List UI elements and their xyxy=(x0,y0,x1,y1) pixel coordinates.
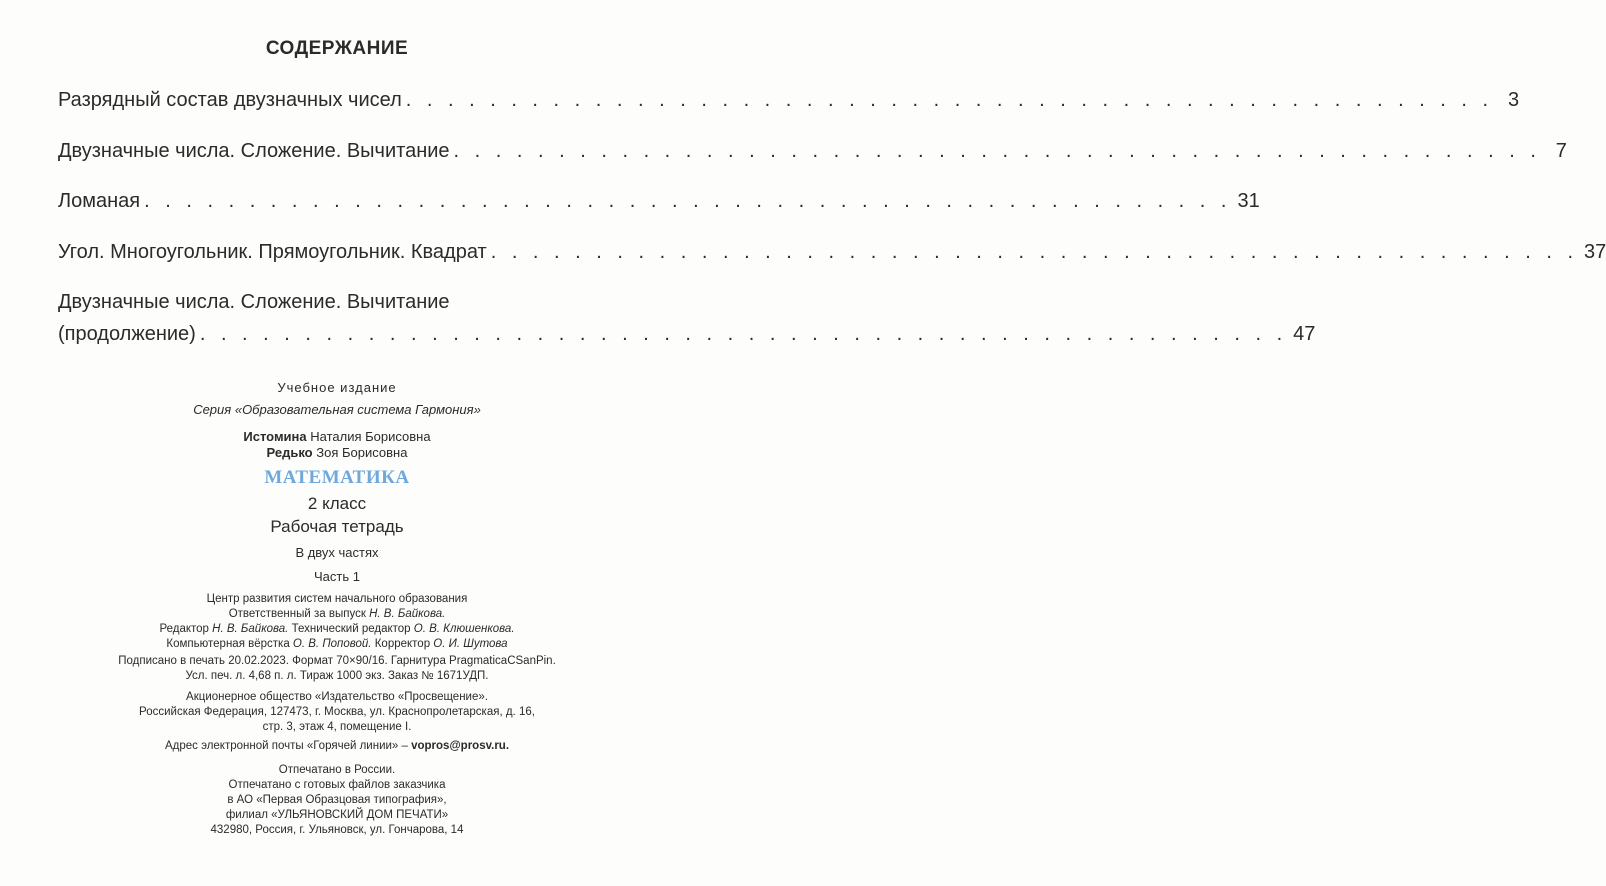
toc-entry-page: 47 xyxy=(1293,323,1316,345)
toc-leader-dots: . . . . . . . . . . . . . . . . . . . . . . . . . . . . . . . . . . . . . . . . . . . . . . . . . . . . xyxy=(405,89,1494,111)
toc-entry-page: 7 xyxy=(1555,140,1567,162)
toc-leader-dots: . . . . . . . . . . . . . . . . . . . . . . . . . . . . . . . . . . . . . . . . . . . . . . . . . . . . xyxy=(453,140,1541,162)
toc-entry xyxy=(58,185,1260,217)
printer-line: в АО «Первая Образцовая типография», xyxy=(227,794,447,806)
layout-line: Компьютерная вёрстка О. В. Поповой. Корректор О. И. Шутова xyxy=(166,638,508,650)
author-surname: Редько xyxy=(266,445,313,460)
printer-line: филиал «УЛЬЯНОВСКИЙ ДОМ ПЕЧАТИ» xyxy=(225,809,449,821)
author-line xyxy=(0,429,674,444)
printer-line: 432980, Россия, г. Ульяновск, ул. Гончарова, 14 xyxy=(210,824,464,836)
book-grade: 2 класс xyxy=(307,494,367,513)
editors-line: Редактор Н. В. Байкова. Технический редактор О. В. Клюшенкова. xyxy=(159,623,515,635)
author-name: Зоя Борисовна xyxy=(316,445,408,460)
company-line: стр. 3, этаж 4, помещение I. xyxy=(262,721,412,733)
toc-leader-dots: . . . . . . . . . . . . . . . . . . . . . . . . . . . . . . . . . . . . . . . . . . . . . . . . . . . . xyxy=(199,323,1288,345)
toc-entry xyxy=(58,286,1316,350)
publisher-center: Центр развития систем начального образования xyxy=(206,593,468,605)
author-line xyxy=(0,445,674,460)
responsible-line: Ответственный за выпуск Н. В. Байкова. xyxy=(228,608,446,620)
toc-title: СОДЕРЖАНИЕ xyxy=(265,38,409,59)
company-line: Российская Федерация, 127473, г. Москва, ул. Краснопролетарская, д. 16, xyxy=(139,706,535,718)
edition-type: Учебное издание xyxy=(277,380,397,395)
print-line: Подписано в печать 20.02.2023. Формат 70×90/16. Гарнитура PragmaticaCSanPin. xyxy=(118,655,556,667)
toc-entry-page: 3 xyxy=(1507,89,1520,111)
print-info-block xyxy=(0,654,674,684)
printer-block xyxy=(0,778,674,838)
author-name: Наталия Борисовна xyxy=(310,429,431,444)
printer-line: Отпечатано с готовых файлов заказчика xyxy=(228,779,446,791)
email-line: Адрес электронной почты «Горячей линии» – vopros@prosv.ru. xyxy=(164,740,510,752)
book-type: Рабочая тетрадь xyxy=(270,517,404,536)
toc-entry-title: Ломаная xyxy=(58,190,141,212)
email-address: vopros@prosv.ru. xyxy=(411,740,510,752)
toc-entry-title: Двузначные числа. Сложение. Вычитание xyxy=(58,140,450,162)
series-line xyxy=(0,402,674,417)
toc-entry xyxy=(58,236,1606,268)
author-surname: Истомина xyxy=(243,429,307,444)
toc-entry xyxy=(58,135,1567,167)
toc-entry-title: Разрядный состав двузначных чисел xyxy=(58,89,402,111)
toc-entry-title: Угол. Многоугольник. Прямоугольник. Квадрат xyxy=(58,241,487,263)
toc-entry-page: 37 xyxy=(1584,241,1606,263)
series-suffix: » xyxy=(473,402,481,417)
company-block xyxy=(0,690,674,735)
credits-block xyxy=(0,592,674,652)
book-parts: В двух частях xyxy=(295,545,379,560)
toc-entry-title-line2: (продолжение) xyxy=(58,323,196,345)
toc-entry xyxy=(58,84,1520,116)
toc-entry-title-line1: Двузначные числа. Сложение. Вычитание xyxy=(58,291,450,313)
print-line: Усл. печ. л. 4,68 п. л. Тираж 1000 экз. Заказ № 1671УДП. xyxy=(185,670,489,682)
toc-entry-page: 31 xyxy=(1237,190,1260,212)
toc-leader-dots: . . . . . . . . . . . . . . . . . . . . . . . . . . . . . . . . . . . . . . . . . . . . . . . . . . . . xyxy=(144,190,1232,212)
toc-leader-dots: . . . . . . . . . . . . . . . . . . . . . . . . . . . . . . . . . . . . . . . . . . . . . . . . . . . . xyxy=(490,241,1579,263)
series-prefix: Серия « xyxy=(193,402,243,417)
printed-in: Отпечатано в России. xyxy=(278,764,396,776)
book-subject: МАТЕМАТИКА xyxy=(264,467,410,488)
book-part: Часть 1 xyxy=(314,569,360,584)
series-name: Образовательная система Гармония xyxy=(242,402,474,417)
company-line: Акционерное общество «Издательство «Просвещение». xyxy=(186,691,488,703)
